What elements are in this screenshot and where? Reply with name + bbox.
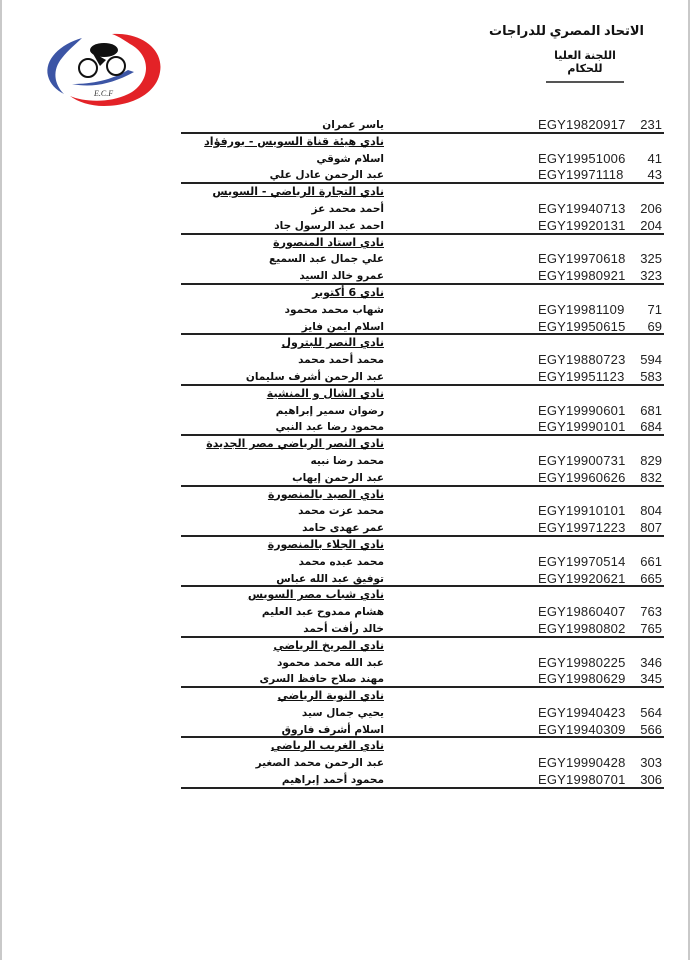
table-row bbox=[181, 419, 664, 436]
uci-id: EGY19880723 bbox=[538, 352, 626, 368]
uci-id: EGY19980629 bbox=[538, 671, 626, 687]
uci-id: EGY19980802 bbox=[538, 620, 626, 636]
uci-id: EGY19981109 bbox=[538, 301, 625, 317]
svg-text:E.C.F: E.C.F bbox=[94, 89, 114, 98]
uci-id: EGY19990101 bbox=[538, 419, 626, 435]
club-name: نادي الجلاء بالمنصورة bbox=[267, 537, 384, 551]
table-row bbox=[181, 772, 664, 789]
table-row bbox=[181, 251, 664, 268]
club-name: نادي الغريب الرياضي bbox=[270, 739, 384, 753]
uci-id: EGY19980225 bbox=[538, 654, 626, 670]
rider-number: 684 bbox=[640, 419, 662, 435]
club-header-row bbox=[181, 134, 664, 151]
table-row bbox=[181, 503, 664, 520]
rider-number: 661 bbox=[640, 553, 662, 569]
committee-name: اللجنة العليا للحكام bbox=[546, 49, 624, 83]
ecf-logo bbox=[42, 30, 164, 108]
cyclist-logo-icon bbox=[42, 30, 164, 108]
table-row bbox=[181, 319, 664, 336]
table-row bbox=[181, 151, 664, 168]
rider-number: 832 bbox=[640, 469, 662, 485]
table-row bbox=[181, 302, 664, 319]
club-name: نادي التجارة الرياضي - السويس bbox=[212, 185, 384, 199]
uci-id: EGY19900731 bbox=[538, 452, 626, 468]
club-name: نادي 6 أكتوبر bbox=[312, 285, 384, 299]
rider-number: 43 bbox=[647, 167, 662, 183]
rider-name: عمر عهدى حامد bbox=[302, 522, 384, 535]
uci-id: EGY19920621 bbox=[538, 570, 626, 586]
rider-number: 829 bbox=[640, 452, 662, 468]
rider-number: 807 bbox=[640, 520, 662, 536]
table-row bbox=[181, 470, 664, 487]
uci-id: EGY19990601 bbox=[538, 402, 626, 418]
club-name: نادي شباب مصر السويس bbox=[247, 588, 384, 602]
rider-number: 345 bbox=[640, 671, 662, 687]
rider-name: عبد الرحمن أشرف سليمان bbox=[245, 370, 384, 383]
rider-name: ياسر عمران bbox=[322, 119, 384, 131]
uci-id: EGY19970618 bbox=[538, 251, 626, 267]
rider-number: 306 bbox=[640, 772, 662, 788]
club-name: نادي النصر الرياضي مصر الجديدة bbox=[206, 437, 384, 451]
table-row bbox=[181, 571, 664, 588]
rider-number: 204 bbox=[640, 217, 662, 233]
rider-name: اسلام شوقي bbox=[316, 152, 384, 165]
table-row bbox=[181, 369, 664, 386]
rider-name: عمرو خالد السيد bbox=[299, 270, 384, 283]
uci-id: EGY19971223 bbox=[538, 520, 626, 536]
table-row bbox=[181, 621, 664, 638]
rider-name: خالد رأفت أحمد bbox=[303, 622, 384, 635]
rider-number: 69 bbox=[647, 318, 662, 334]
rider-number: 303 bbox=[640, 755, 662, 771]
uci-id: EGY19980701 bbox=[538, 772, 626, 788]
rider-name: يحيي جمال سيد bbox=[301, 706, 384, 719]
table-row bbox=[181, 705, 664, 722]
rider-name: توفيق عبد الله عباس bbox=[276, 572, 384, 585]
rider-name: شهاب محمد محمود bbox=[284, 303, 384, 316]
club-header-row bbox=[181, 688, 664, 705]
club-header-row bbox=[181, 285, 664, 302]
uci-id: EGY19910101 bbox=[538, 503, 626, 519]
club-name: نادي الشال و المنشية bbox=[266, 386, 384, 400]
club-header-row bbox=[181, 537, 664, 554]
rider-name: محمود رضا عبد النبي bbox=[275, 421, 384, 434]
uci-id: EGY19940713 bbox=[538, 200, 626, 216]
uci-id: EGY19920131 bbox=[538, 217, 626, 233]
club-name: نادي استاد المنصورة bbox=[273, 235, 384, 249]
club-header-row bbox=[181, 386, 664, 403]
rider-name: أحمد محمد عز bbox=[311, 202, 384, 215]
rider-name: احمد عبد الرسول جاد bbox=[274, 219, 384, 232]
table-row bbox=[181, 520, 664, 537]
rider-number: 804 bbox=[640, 503, 662, 519]
rider-number: 325 bbox=[640, 251, 662, 267]
table-row bbox=[181, 167, 664, 184]
club-name: نادي المريخ الرياضي bbox=[273, 638, 384, 652]
club-header-row bbox=[181, 436, 664, 453]
club-name: نادي الصيد بالمنصورة bbox=[267, 487, 384, 501]
club-name: نادي النصر للبترول bbox=[281, 336, 384, 350]
rider-number: 665 bbox=[640, 570, 662, 586]
uci-id: EGY19970514 bbox=[538, 553, 626, 569]
rider-number: 583 bbox=[640, 368, 662, 384]
rider-number: 765 bbox=[640, 620, 662, 636]
club-header-row bbox=[181, 738, 664, 755]
uci-id: EGY19971118 bbox=[538, 167, 624, 183]
club-name: نادي النوبة الرياضي bbox=[277, 689, 384, 703]
rider-number: 346 bbox=[640, 654, 662, 670]
table-row bbox=[181, 218, 664, 235]
rider-name: عبد الرحمن إيهاب bbox=[292, 471, 384, 484]
rider-number: 564 bbox=[640, 704, 662, 720]
table-row bbox=[181, 554, 664, 571]
rider-name: محمود أحمد إبراهيم bbox=[281, 774, 384, 787]
table-row bbox=[181, 755, 664, 772]
table-row bbox=[181, 268, 664, 285]
organization-name: الاتحاد المصري للدراجات bbox=[489, 23, 644, 38]
table-row bbox=[181, 201, 664, 218]
uci-id: EGY19820917 bbox=[538, 117, 626, 132]
rider-name: عبد الرحمن عادل علي bbox=[269, 169, 384, 182]
rider-roster-table bbox=[181, 117, 664, 789]
rider-name: محمد عزت محمد bbox=[298, 505, 384, 518]
rider-name: محمد رضا نبيه bbox=[310, 454, 384, 467]
uci-id: EGY19940423 bbox=[538, 704, 626, 720]
rider-number: 681 bbox=[640, 402, 662, 418]
rider-name: اسلام ايمن فايز bbox=[301, 320, 384, 333]
uci-id: EGY19951123 bbox=[538, 368, 625, 384]
rider-name: هشام ممدوح عبد العليم bbox=[261, 606, 384, 619]
table-row bbox=[181, 655, 664, 672]
rider-name: رضوان سمير إبراهيم bbox=[275, 404, 384, 417]
uci-id: EGY19951006 bbox=[538, 150, 626, 166]
table-row bbox=[181, 453, 664, 470]
uci-id: EGY19950615 bbox=[538, 318, 626, 334]
rider-number: 41 bbox=[647, 150, 662, 166]
rider-name: علي جمال عبد السميع bbox=[269, 253, 384, 266]
table-row bbox=[181, 117, 664, 134]
rider-number: 323 bbox=[640, 268, 662, 284]
uci-id: EGY19990428 bbox=[538, 755, 626, 771]
rider-number: 594 bbox=[640, 352, 662, 368]
uci-id: EGY19940309 bbox=[538, 721, 626, 737]
club-header-row bbox=[181, 587, 664, 604]
rider-name: محمد عبده محمد bbox=[298, 555, 384, 568]
rider-number: 206 bbox=[640, 200, 662, 216]
club-name: نادي هيئة قناة السويس - بورفؤاد bbox=[204, 134, 384, 148]
club-header-row bbox=[181, 335, 664, 352]
table-row bbox=[181, 403, 664, 420]
club-header-row bbox=[181, 638, 664, 655]
rider-name: مهند صلاح حافظ السرى bbox=[259, 673, 384, 686]
club-header-row bbox=[181, 235, 664, 252]
uci-id: EGY19860407 bbox=[538, 604, 626, 620]
rider-number: 71 bbox=[647, 301, 662, 317]
document-header bbox=[444, 22, 644, 83]
rider-number: 231 bbox=[640, 117, 662, 132]
table-row bbox=[181, 604, 664, 621]
rider-number: 566 bbox=[640, 721, 662, 737]
rider-name: محمد أحمد محمد bbox=[298, 354, 384, 367]
uci-id: EGY19960626 bbox=[538, 469, 626, 485]
uci-id: EGY19980921 bbox=[538, 268, 626, 284]
club-header-row bbox=[181, 487, 664, 504]
table-row bbox=[181, 722, 664, 739]
table-row bbox=[181, 352, 664, 369]
rider-number: 763 bbox=[640, 604, 662, 620]
rider-name: عبد الله محمد محمود bbox=[277, 656, 384, 669]
table-row bbox=[181, 671, 664, 688]
rider-name: اسلام أشرف فاروق bbox=[281, 723, 384, 736]
rider-name: عبد الرحمن محمد الصغير bbox=[255, 757, 384, 770]
club-header-row bbox=[181, 184, 664, 201]
